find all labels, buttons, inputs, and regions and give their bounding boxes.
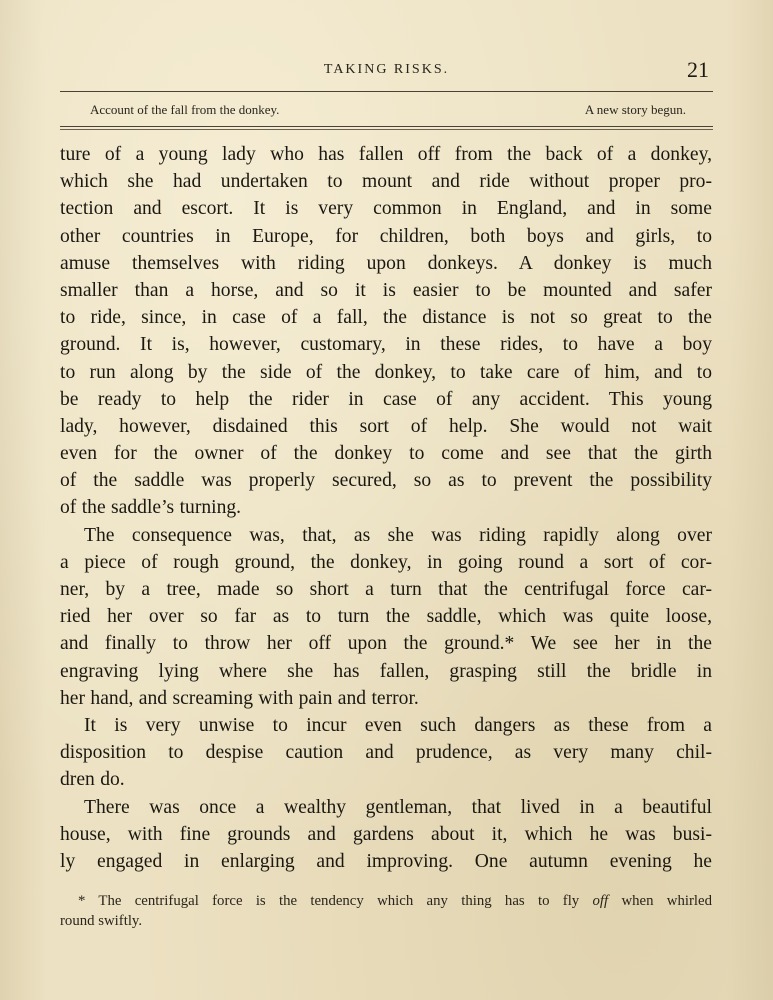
text-line: which she had undertaken to mount and ride without proper pro-	[60, 171, 712, 193]
body-text	[60, 141, 712, 875]
text-line: and finally to throw her off upon the ground.* We see her in the	[60, 633, 712, 655]
text-line: engraving lying where she has fallen, grasping still the bridle in	[60, 660, 712, 682]
subhead-right: A new story begun.	[584, 102, 686, 117]
text-line: amuse themselves with riding upon donkeys. A donkey is much	[60, 252, 712, 274]
text-line: of the saddle’s turning.	[60, 497, 242, 519]
text-line: ried her over so far as to turn the saddle, which was quite loose,	[60, 606, 712, 628]
paragraph-3	[60, 712, 712, 794]
paragraph-4	[60, 794, 712, 876]
text-line: ground. It is, however, customary, in these rides, to have a boy	[60, 334, 712, 356]
text-line: a piece of rough ground, the donkey, in going round a sort of cor-	[60, 551, 712, 573]
text-line: her hand, and screaming with pain and terror.	[60, 687, 419, 709]
text-line: even for the owner of the donkey to come and see that the girth	[60, 443, 712, 465]
section-subheads	[88, 99, 688, 121]
paragraph-1	[60, 141, 712, 522]
text-line: of the saddle was properly secured, so as to prevent the possibility	[60, 470, 712, 492]
text-line: smaller than a horse, and so it is easier to be mounted and safer	[60, 279, 712, 301]
footnote	[60, 891, 712, 931]
footnote-text: when whirled	[608, 893, 712, 909]
text-line: house, with fine grounds and gardens about it, which he was busi-	[60, 823, 712, 845]
text-line: It is very unwise to incur even such dangers as these from a	[84, 714, 712, 736]
running-title: TAKING RISKS.	[323, 62, 450, 77]
text-line: There was once a wealthy gentleman, that lived in a beautiful	[84, 796, 712, 818]
subhead-left: Account of the fall from the donkey.	[90, 102, 280, 117]
footnote-text: * The centrifugal force is the tendency which any thing has to fly	[78, 893, 593, 909]
text-line: ner, by a tree, made so short a turn that the centrifugal force car-	[60, 579, 712, 600]
text-line: dren do.	[60, 769, 125, 791]
text-line: other countries in Europe, for children, both boys and girls, to	[60, 225, 712, 247]
header-rule-bottom	[60, 126, 713, 127]
footnote-line	[60, 891, 712, 911]
header-rule-top	[60, 91, 713, 92]
text-line: lady, however, disdained this sort of help. She would not wait	[60, 415, 712, 437]
text-line: to run along by the side of the donkey, to take care of him, and to	[60, 361, 712, 383]
paragraph-2	[60, 522, 712, 712]
text-line: ly engaged in enlarging and improving. One autumn evening he	[60, 850, 712, 872]
text-line: The consequence was, that, as she was riding rapidly along over	[84, 524, 712, 546]
page-number: 21	[687, 57, 709, 82]
text-line: to ride, since, in case of a fall, the distance is not so great to the	[60, 307, 712, 329]
text-line: be ready to help the rider in case of any accident. This young	[60, 388, 712, 410]
text-line: ture of a young lady who has fallen off from the back of a donkey,	[60, 144, 712, 165]
footnote-emphasis: off	[592, 893, 609, 909]
footnote-line: round swiftly.	[60, 913, 143, 929]
running-head	[60, 57, 713, 83]
text-line: disposition to despise caution and prudence, as very many chil-	[60, 742, 712, 764]
text-line: tection and escort. It is very common in England, and in some	[60, 198, 712, 220]
